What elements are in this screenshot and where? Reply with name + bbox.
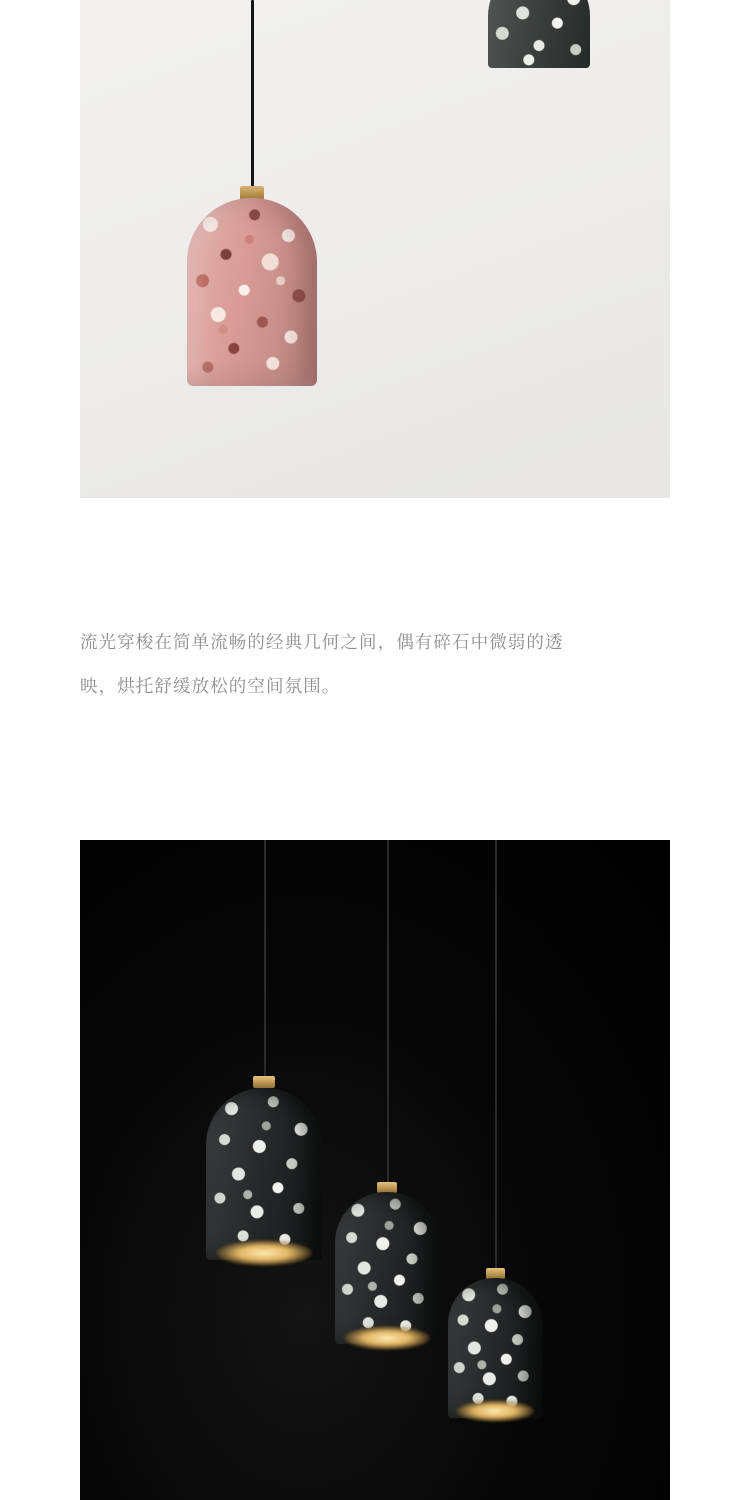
pendant-cord-1 <box>264 840 266 1078</box>
pendant-cord-pink <box>251 0 254 192</box>
lamp-glow-2 <box>344 1326 430 1350</box>
pendant-lamp-dark-1 <box>206 1088 322 1260</box>
hero-photo-light <box>80 0 670 498</box>
pendant-lamp-dark-2 <box>335 1192 439 1344</box>
lamp-glow-3 <box>456 1400 534 1422</box>
dark-background <box>80 840 670 1500</box>
pendant-cord-3 <box>495 840 497 1270</box>
pendant-lamp-pink-terrazzo <box>187 198 317 386</box>
pendant-lamp-dark-partial <box>488 0 590 68</box>
pendant-cord-2 <box>387 840 389 1184</box>
caption-text <box>80 620 684 708</box>
caption-line-1: 流光穿梭在简单流畅的经典几何之间，偶有碎石中微弱的透 <box>80 632 564 652</box>
photo-dark <box>80 840 670 1500</box>
caption-line-2: 映，烘托舒缓放松的空间氛围。 <box>80 676 341 696</box>
studio-wall-background <box>80 0 670 498</box>
pendant-lamp-dark-3 <box>448 1278 542 1418</box>
brass-cap-1 <box>253 1076 275 1088</box>
lamp-glow-1 <box>216 1240 312 1266</box>
